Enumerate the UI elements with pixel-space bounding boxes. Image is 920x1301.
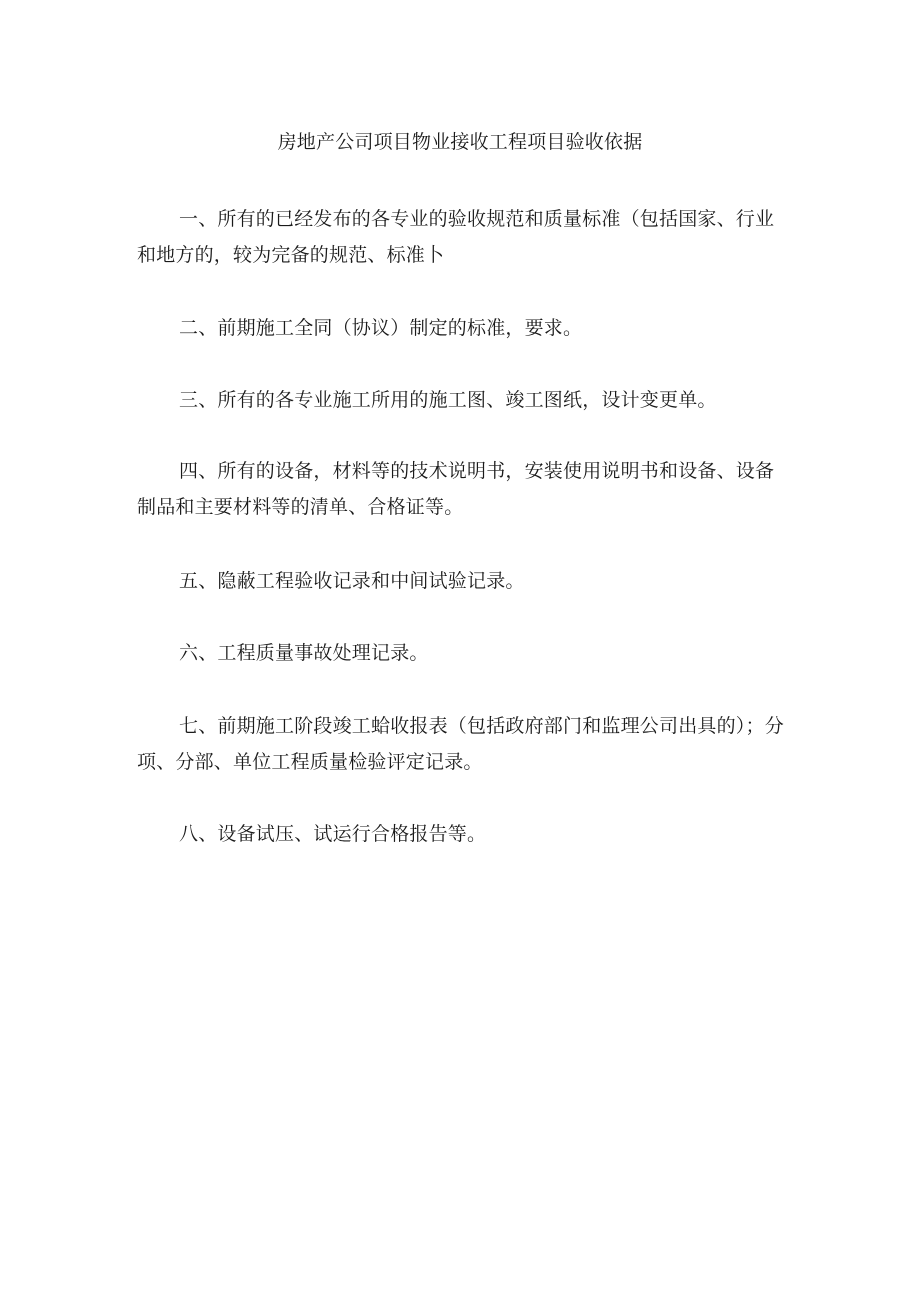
clause-4: 四、所有的设备，材料等的技术说明书，安装使用说明书和设备、设备制品和主要材料等的清单、合格证等。 bbox=[137, 460, 775, 518]
document-body bbox=[137, 201, 787, 888]
clause-1: 一、所有的已经发布的各专业的验收规范和质量标准（包括国家、行业和地方的，较为完备的规范、标准卜 bbox=[137, 208, 775, 266]
clause-7: 七、前期施工阶段竣工蛤收报表（包括政府部门和监理公司出具的）；分项、分部、单位工程质量检验评定记录。 bbox=[137, 715, 784, 773]
clause-2: 二、前期施工全同（协议）制定的标准，要求。 bbox=[179, 317, 583, 339]
document-title: 房地产公司项目物业接收工程项目验收依据 bbox=[277, 131, 643, 153]
clause-8: 八、设备试压、试运行合格报告等。 bbox=[179, 823, 487, 845]
clause-6: 六、工程质量事故处理记录。 bbox=[179, 642, 429, 664]
clause-3: 三、所有的各专业施工所用的施工图、竣工图纸，设计变更单。 bbox=[179, 389, 717, 411]
clause-5: 五、隐蔽工程验收记录和中间试验记录。 bbox=[179, 570, 525, 592]
